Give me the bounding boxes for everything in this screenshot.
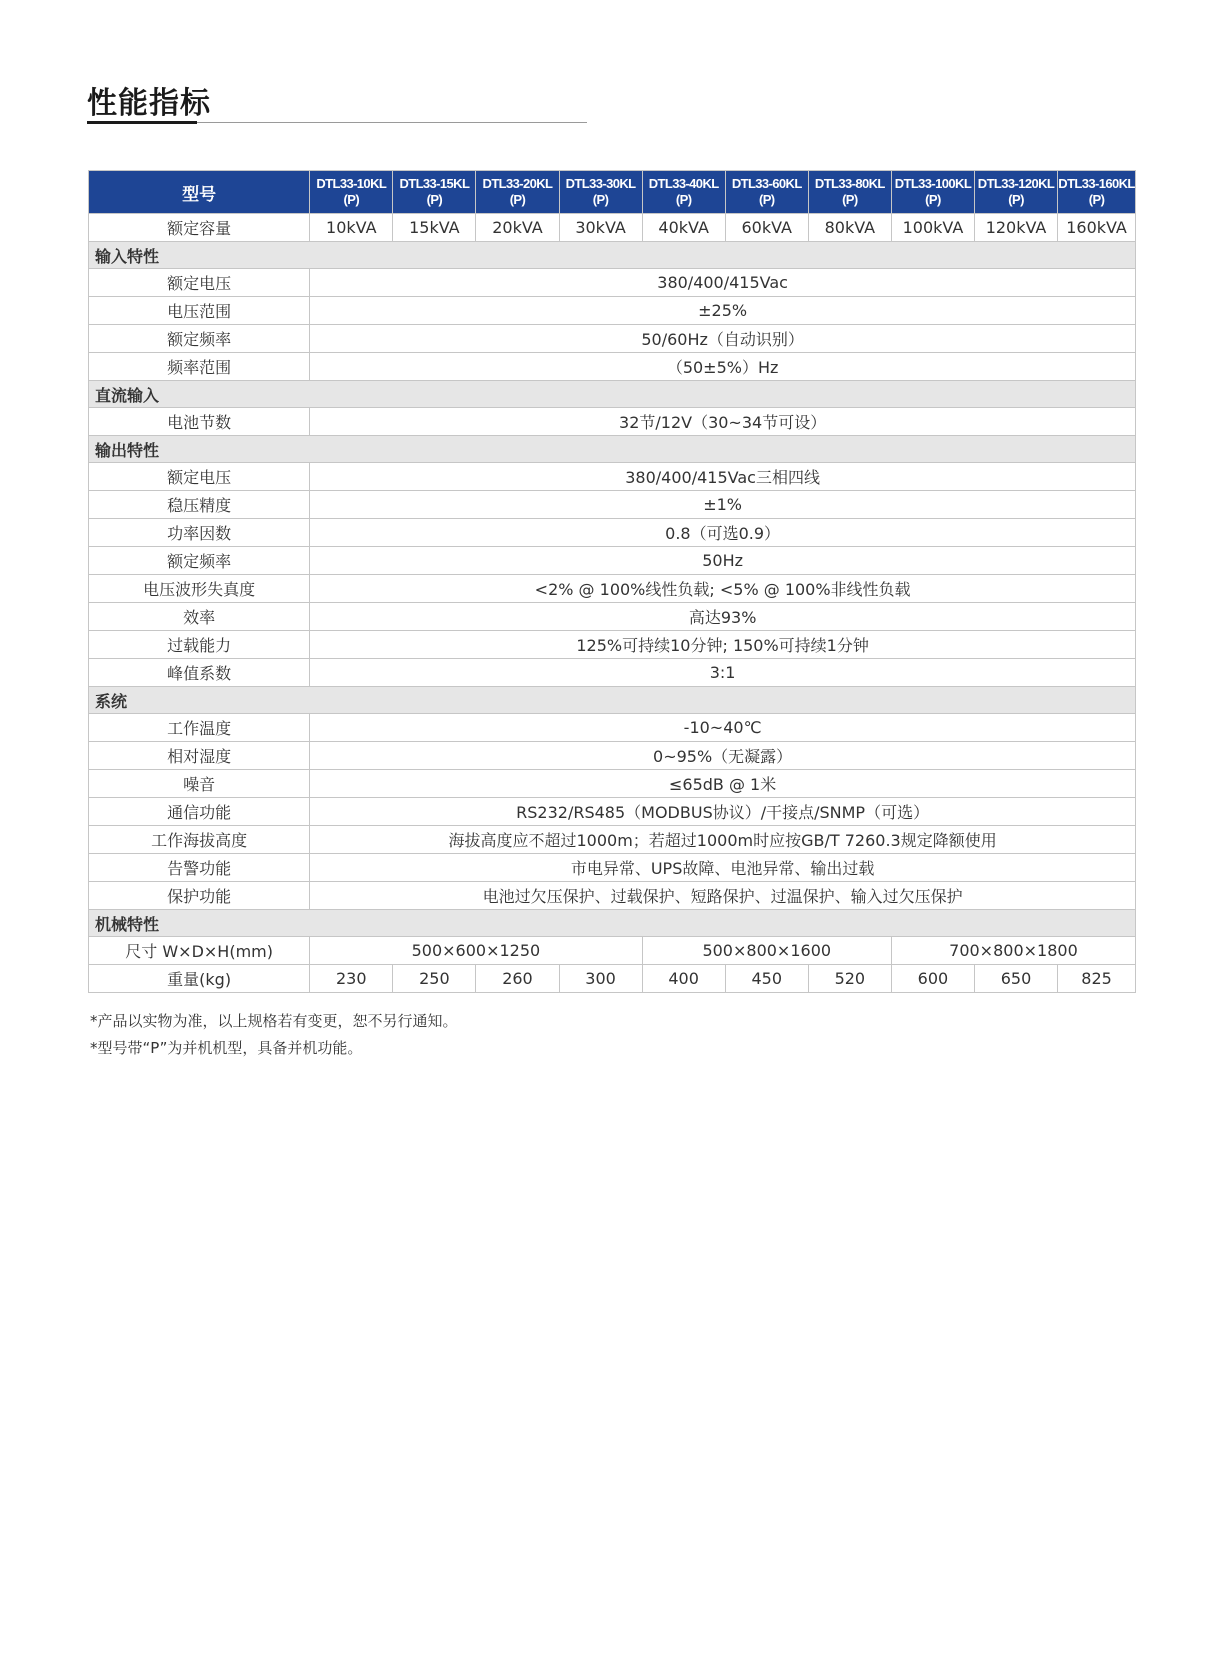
model-header-label: 型号 bbox=[89, 171, 310, 214]
section-row bbox=[89, 242, 1136, 269]
spec-table bbox=[88, 170, 1136, 993]
table-row bbox=[89, 714, 1136, 742]
table-row bbox=[89, 742, 1136, 770]
cell-value: 40kVA bbox=[642, 214, 725, 242]
section-title: 直流输入 bbox=[89, 381, 1136, 408]
row-label: 稳压精度 bbox=[89, 491, 310, 519]
cell-value: 700×800×1800 bbox=[891, 937, 1135, 965]
row-label: 额定电压 bbox=[89, 463, 310, 491]
cell-value: 600 bbox=[891, 965, 974, 993]
section-title: 输入特性 bbox=[89, 242, 1136, 269]
title-rule bbox=[197, 122, 587, 123]
row-label: 效率 bbox=[89, 603, 310, 631]
table-row bbox=[89, 519, 1136, 547]
row-label: 相对湿度 bbox=[89, 742, 310, 770]
section-row bbox=[89, 910, 1136, 937]
row-label: 功率因数 bbox=[89, 519, 310, 547]
row-label: 保护功能 bbox=[89, 882, 310, 910]
row-label: 峰值系数 bbox=[89, 659, 310, 687]
row-value: 50/60Hz（自动识别） bbox=[310, 325, 1136, 353]
cell-value: 80kVA bbox=[808, 214, 891, 242]
row-label: 额定容量 bbox=[89, 214, 310, 242]
cell-value: 120kVA bbox=[974, 214, 1057, 242]
model-header: DTL33-120KL (P) bbox=[974, 171, 1057, 214]
cell-value: 160kVA bbox=[1058, 214, 1136, 242]
table-row bbox=[89, 770, 1136, 798]
row-label: 工作温度 bbox=[89, 714, 310, 742]
cell-value: 300 bbox=[559, 965, 642, 993]
table-row bbox=[89, 631, 1136, 659]
section-title: 输出特性 bbox=[89, 436, 1136, 463]
model-header: DTL33-40KL (P) bbox=[642, 171, 725, 214]
table-row bbox=[89, 603, 1136, 631]
row-value: 3:1 bbox=[310, 659, 1136, 687]
table-row bbox=[89, 575, 1136, 603]
cell-value: 10kVA bbox=[310, 214, 393, 242]
footnote: *型号带“P”为并机机型，具备并机功能。 bbox=[90, 1039, 363, 1057]
cell-value: 825 bbox=[1058, 965, 1136, 993]
header-row bbox=[89, 171, 1136, 214]
cell-value: 60kVA bbox=[725, 214, 808, 242]
model-header: DTL33-30KL (P) bbox=[559, 171, 642, 214]
cell-value: 20kVA bbox=[476, 214, 559, 242]
section-title: 机械特性 bbox=[89, 910, 1136, 937]
row-value: 50Hz bbox=[310, 547, 1136, 575]
row-value: 海拔高度应不超过1000m；若超过1000m时应按GB/T 7260.3规定降额使用 bbox=[310, 826, 1136, 854]
model-header: DTL33-60KL (P) bbox=[725, 171, 808, 214]
model-header: DTL33-160KL (P) bbox=[1058, 171, 1136, 214]
weight-row bbox=[89, 965, 1136, 993]
row-value: RS232/RS485（MODBUS协议）/干接点/SNMP（可选） bbox=[310, 798, 1136, 826]
table-row bbox=[89, 826, 1136, 854]
row-label: 额定频率 bbox=[89, 547, 310, 575]
table-row bbox=[89, 463, 1136, 491]
row-label: 重量(kg) bbox=[89, 965, 310, 993]
cell-value: 520 bbox=[808, 965, 891, 993]
table-row bbox=[89, 353, 1136, 381]
row-label: 通信功能 bbox=[89, 798, 310, 826]
row-value: 市电异常、UPS故障、电池异常、输出过载 bbox=[310, 854, 1136, 882]
row-label: 噪音 bbox=[89, 770, 310, 798]
row-value: <2% @ 100%线性负载; <5% @ 100%非线性负载 bbox=[310, 575, 1136, 603]
row-label: 电池节数 bbox=[89, 408, 310, 436]
footnote: *产品以实物为准，以上规格若有变更，恕不另行通知。 bbox=[90, 1012, 458, 1030]
row-label: 电压范围 bbox=[89, 297, 310, 325]
model-header: DTL33-80KL (P) bbox=[808, 171, 891, 214]
row-value: 0~95%（无凝露） bbox=[310, 742, 1136, 770]
row-value: 高达93% bbox=[310, 603, 1136, 631]
row-value: ≤65dB @ 1米 bbox=[310, 770, 1136, 798]
section-row bbox=[89, 687, 1136, 714]
row-value: 125%可持续10分钟; 150%可持续1分钟 bbox=[310, 631, 1136, 659]
model-header: DTL33-15KL (P) bbox=[393, 171, 476, 214]
table-row bbox=[89, 798, 1136, 826]
row-value: （50±5%）Hz bbox=[310, 353, 1136, 381]
row-value: ±25% bbox=[310, 297, 1136, 325]
row-label: 工作海拔高度 bbox=[89, 826, 310, 854]
cell-value: 250 bbox=[393, 965, 476, 993]
table-row bbox=[89, 325, 1136, 353]
model-header: DTL33-20KL (P) bbox=[476, 171, 559, 214]
cell-value: 450 bbox=[725, 965, 808, 993]
footnotes bbox=[90, 1008, 458, 1062]
row-value: 32节/12V（30~34节可设） bbox=[310, 408, 1136, 436]
cell-value: 100kVA bbox=[891, 214, 974, 242]
row-value: 380/400/415Vac bbox=[310, 269, 1136, 297]
cell-value: 15kVA bbox=[393, 214, 476, 242]
cell-value: 30kVA bbox=[559, 214, 642, 242]
cell-value: 500×600×1250 bbox=[310, 937, 642, 965]
dimensions-row bbox=[89, 937, 1136, 965]
table-row bbox=[89, 491, 1136, 519]
model-header: DTL33-100KL (P) bbox=[891, 171, 974, 214]
cell-value: 260 bbox=[476, 965, 559, 993]
row-label: 尺寸 W×D×H(mm) bbox=[89, 937, 310, 965]
table-row bbox=[89, 882, 1136, 910]
table-row bbox=[89, 547, 1136, 575]
section-row bbox=[89, 381, 1136, 408]
cell-value: 500×800×1600 bbox=[642, 937, 891, 965]
row-label: 额定电压 bbox=[89, 269, 310, 297]
cell-value: 650 bbox=[974, 965, 1057, 993]
row-value: 0.8（可选0.9） bbox=[310, 519, 1136, 547]
row-label: 频率范围 bbox=[89, 353, 310, 381]
row-value: ±1% bbox=[310, 491, 1136, 519]
cell-value: 230 bbox=[310, 965, 393, 993]
section-title: 系统 bbox=[89, 687, 1136, 714]
row-value: 380/400/415Vac三相四线 bbox=[310, 463, 1136, 491]
row-label: 额定频率 bbox=[89, 325, 310, 353]
table-row bbox=[89, 854, 1136, 882]
table-row bbox=[89, 269, 1136, 297]
section-row bbox=[89, 436, 1136, 463]
row-value: 电池过欠压保护、过载保护、短路保护、过温保护、输入过欠压保护 bbox=[310, 882, 1136, 910]
row-label: 过载能力 bbox=[89, 631, 310, 659]
table-row bbox=[89, 297, 1136, 325]
model-header: DTL33-10KL (P) bbox=[310, 171, 393, 214]
table-row bbox=[89, 408, 1136, 436]
cell-value: 400 bbox=[642, 965, 725, 993]
row-label: 电压波形失真度 bbox=[89, 575, 310, 603]
page-title: 性能指标 bbox=[87, 86, 211, 121]
table-row bbox=[89, 659, 1136, 687]
row-label: 告警功能 bbox=[89, 854, 310, 882]
capacity-row bbox=[89, 214, 1136, 242]
title-underline bbox=[87, 121, 197, 124]
row-value: -10~40℃ bbox=[310, 714, 1136, 742]
